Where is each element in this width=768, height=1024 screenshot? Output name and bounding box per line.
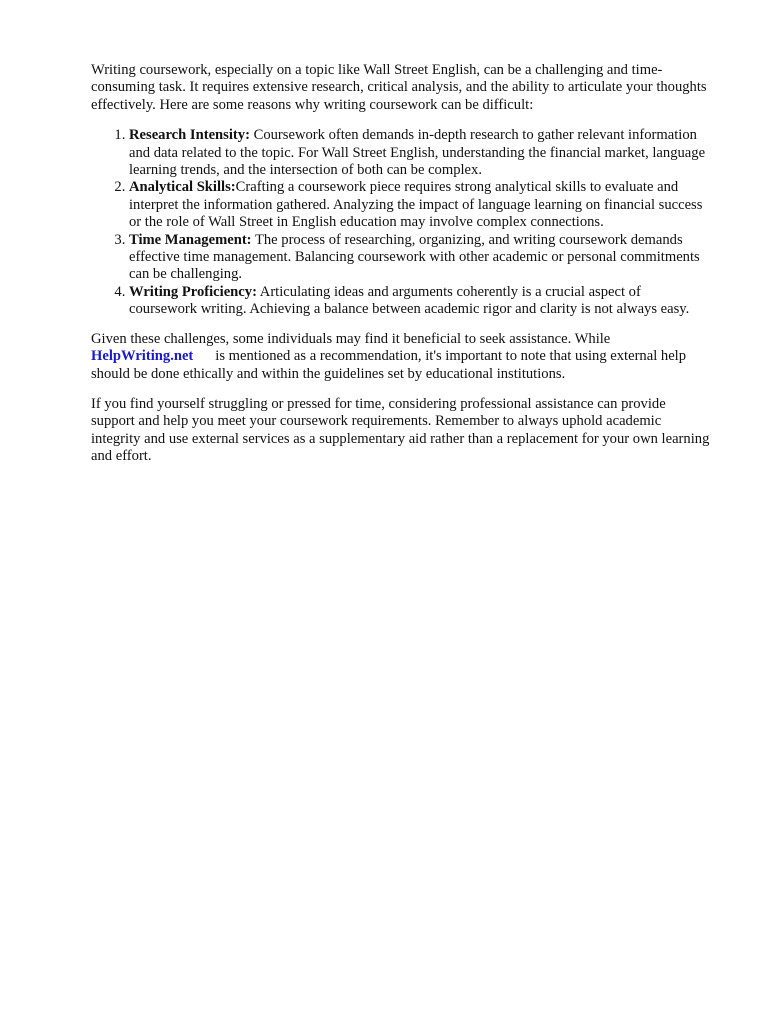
- document-page: [91, 62, 711, 479]
- reasons-list: [91, 127, 711, 318]
- reason-text: Articulating ideas and arguments coherently is a crucial aspect of coursework writing. Achieving a balance between academic rigor and clarity is not always easy.: [129, 283, 690, 318]
- reason-term: Writing Proficiency:: [129, 283, 257, 300]
- reason-term: Time Management:: [129, 231, 252, 248]
- reason-text: The process of researching, organizing, and writing coursework demands effective time management. Balancing coursework with other academic or personal commitments can be challenging.: [129, 231, 700, 283]
- list-item: [129, 179, 711, 231]
- list-item: [129, 284, 711, 319]
- reason-text: Crafting a coursework piece requires strong analytical skills to evaluate and interpret the information gathered. Analyzing the impact of language learning on financial success or the role of Wall Street in English education may involve complex connections.: [129, 179, 703, 231]
- assistance-text-after: is mentioned as a recommendation, it's important to note that using external help should be done ethically and within the guidelines set by educational institutions.: [91, 348, 687, 382]
- reason-term: Research Intensity:: [129, 127, 250, 144]
- assistance-paragraph: [91, 331, 711, 383]
- assistance-text-before: Given these challenges, some individuals may find it beneficial to seek assistance. While: [91, 330, 611, 347]
- list-item: [129, 232, 711, 284]
- reason-text: Coursework often demands in-depth research to gather relevant information and data related to the topic. For Wall Street English, understanding the financial market, language learning trends, and the intersection of both can be complex.: [129, 127, 706, 179]
- intro-paragraph: Writing coursework, especially on a topic like Wall Street English, can be a challenging and time-consuming task. It requires extensive research, critical analysis, and the ability to articulate your thoughts effectively. Here are some reasons why writing coursework can be difficult:: [91, 62, 707, 113]
- closing-paragraph: If you find yourself struggling or pressed for time, considering professional assistance can provide support and help you meet your coursework requirements. Remember to always uphold academic integrity and use external services as a supplementary aid rather than a replacement for your own learning and effort.: [91, 395, 710, 465]
- reason-term: Analytical Skills:: [129, 179, 236, 196]
- helpwriting-link[interactable]: HelpWriting.net: [91, 348, 194, 365]
- list-item: [129, 127, 711, 179]
